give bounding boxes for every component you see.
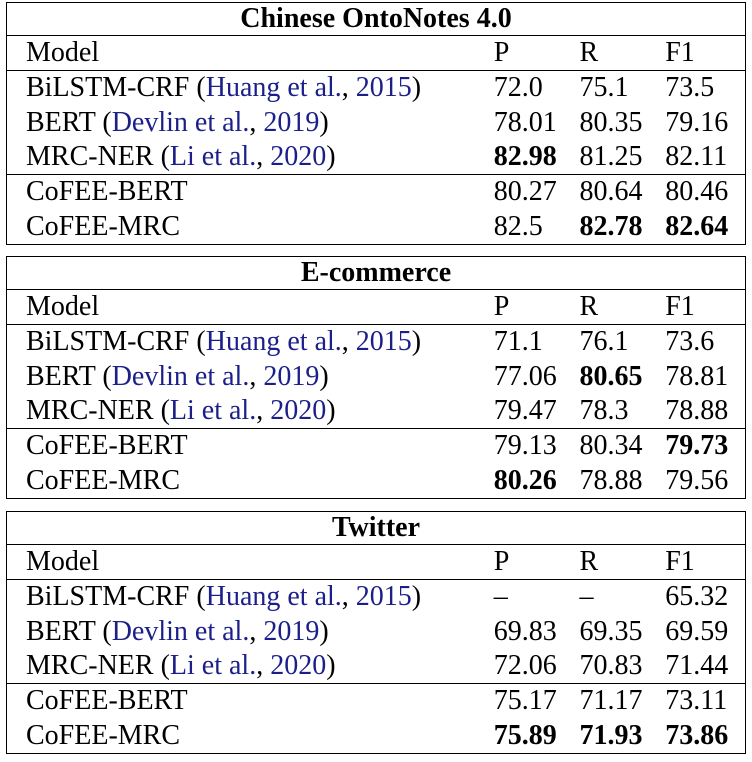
precision-cell: 77.06 xyxy=(493,360,557,392)
f1-cell: 78.81 xyxy=(665,360,729,392)
model-cell xyxy=(7,72,494,104)
row-group xyxy=(7,580,745,684)
model-cell xyxy=(7,581,494,613)
recall-cell: 71.93 xyxy=(579,719,643,751)
precision-cell: 82.98 xyxy=(493,141,557,173)
f1-cell: 79.73 xyxy=(665,430,729,462)
citation-open: ( xyxy=(153,141,170,173)
citation-close: ) xyxy=(411,72,422,104)
model-cell xyxy=(7,650,494,682)
citation-authors: Li et al. xyxy=(169,141,257,173)
table-row xyxy=(7,429,745,463)
column-header-p: P xyxy=(493,546,510,578)
table-row xyxy=(7,140,745,174)
recall-cell: 71.17 xyxy=(579,685,643,717)
table-row xyxy=(7,175,745,209)
model-name: BiLSTM-CRF xyxy=(26,72,190,104)
recall-cell: 75.1 xyxy=(579,72,629,104)
citation-open: ( xyxy=(189,326,206,358)
citation-sep: , xyxy=(341,581,356,613)
citation-year: 2019 xyxy=(263,106,320,138)
table-row xyxy=(7,615,745,649)
citation-close: ) xyxy=(326,395,336,427)
model-name: CoFEE-MRC xyxy=(26,210,181,242)
citation-open: ( xyxy=(95,615,112,647)
precision-cell: 72.06 xyxy=(493,650,557,682)
column-header-model: Model xyxy=(26,291,100,323)
model-name: BERT xyxy=(26,615,96,647)
citation-year: 2015 xyxy=(355,326,412,358)
citation-authors: Huang et al. xyxy=(205,72,342,104)
citation-open: ( xyxy=(189,72,206,104)
precision-cell: 80.27 xyxy=(493,176,557,208)
f1-cell: 73.86 xyxy=(665,719,729,751)
precision-cell: 75.89 xyxy=(493,719,557,751)
citation-sep: , xyxy=(256,650,271,682)
f1-cell: 80.46 xyxy=(665,176,729,208)
f1-cell: 73.5 xyxy=(665,72,715,104)
citation-sep: , xyxy=(341,72,356,104)
table-row xyxy=(7,580,745,614)
f1-cell: 82.11 xyxy=(665,141,728,173)
citation-sep: , xyxy=(249,360,264,392)
f1-cell: 71.44 xyxy=(665,650,729,682)
f1-cell: 78.88 xyxy=(665,395,729,427)
recall-cell: 80.65 xyxy=(579,360,643,392)
citation-sep: , xyxy=(256,141,271,173)
model-cell xyxy=(7,326,494,358)
precision-cell: 79.47 xyxy=(493,395,557,427)
column-header-p: P xyxy=(493,291,510,323)
citation-sep: , xyxy=(256,395,271,427)
table-row xyxy=(7,209,745,243)
column-header-model: Model xyxy=(26,546,100,578)
model-cell xyxy=(7,361,494,393)
precision-cell: 82.5 xyxy=(493,210,543,242)
results-table xyxy=(6,2,746,245)
column-header-r: R xyxy=(579,37,599,69)
table-row xyxy=(7,360,745,394)
citation-year: 2020 xyxy=(270,650,327,682)
model-name: CoFEE-BERT xyxy=(26,685,188,717)
precision-cell: 72.0 xyxy=(493,72,543,104)
model-cell xyxy=(7,465,494,497)
results-table xyxy=(6,256,746,499)
citation-close: ) xyxy=(326,141,336,173)
citation-open: ( xyxy=(189,581,206,613)
model-name: CoFEE-BERT xyxy=(26,430,188,462)
recall-cell: 81.25 xyxy=(579,141,643,173)
header-row xyxy=(7,545,745,580)
table-row xyxy=(7,325,745,359)
model-cell xyxy=(7,176,494,208)
citation-year: 2015 xyxy=(355,72,412,104)
citation-authors: Li et al. xyxy=(169,650,257,682)
citation-year: 2015 xyxy=(355,581,412,613)
citation-sep: , xyxy=(249,615,264,647)
model-cell xyxy=(7,107,494,139)
header-row xyxy=(7,290,745,325)
citation-open: ( xyxy=(95,106,112,138)
precision-cell: 78.01 xyxy=(493,106,557,138)
citation-year: 2019 xyxy=(263,615,320,647)
row-group xyxy=(7,429,745,498)
row-group xyxy=(7,71,745,175)
model-cell xyxy=(7,720,494,752)
model-name: BiLSTM-CRF xyxy=(26,581,190,613)
model-cell xyxy=(7,141,494,173)
recall-cell: 76.1 xyxy=(579,326,629,358)
model-name: MRC-NER xyxy=(26,141,154,173)
header-row xyxy=(7,36,745,71)
citation-authors: Li et al. xyxy=(169,395,257,427)
recall-cell: 80.35 xyxy=(579,106,643,138)
precision-cell: – xyxy=(493,581,508,613)
citation-authors: Huang et al. xyxy=(205,326,342,358)
recall-cell: 80.64 xyxy=(579,176,643,208)
model-cell xyxy=(7,395,494,427)
model-name: CoFEE-MRC xyxy=(26,464,181,496)
precision-cell: 79.13 xyxy=(493,430,557,462)
f1-cell: 79.16 xyxy=(665,106,729,138)
citation-authors: Devlin et al. xyxy=(111,106,250,138)
column-header-f1: F1 xyxy=(665,37,695,69)
f1-cell: 73.11 xyxy=(665,685,728,717)
citation-authors: Devlin et al. xyxy=(111,615,250,647)
table-row xyxy=(7,394,745,428)
citation-year: 2019 xyxy=(263,360,320,392)
citation-close: ) xyxy=(319,106,329,138)
f1-cell: 79.56 xyxy=(665,464,729,496)
citation-close: ) xyxy=(319,615,329,647)
citation-authors: Devlin et al. xyxy=(111,360,250,392)
column-header-p: P xyxy=(493,37,510,69)
recall-cell: 82.78 xyxy=(579,210,643,242)
f1-cell: 65.32 xyxy=(665,581,729,613)
model-cell xyxy=(7,616,494,648)
citation-year: 2020 xyxy=(270,141,327,173)
citation-close: ) xyxy=(319,360,329,392)
citation-open: ( xyxy=(153,395,170,427)
column-header-r: R xyxy=(579,546,599,578)
row-group xyxy=(7,684,745,753)
model-name: MRC-NER xyxy=(26,650,154,682)
citation-sep: , xyxy=(341,326,356,358)
precision-cell: 75.17 xyxy=(493,685,557,717)
results-table xyxy=(6,511,746,754)
citation-close: ) xyxy=(411,326,422,358)
row-group xyxy=(7,325,745,429)
citation-open: ( xyxy=(153,650,170,682)
f1-cell: 82.64 xyxy=(665,210,729,242)
column-header-r: R xyxy=(579,291,599,323)
f1-cell: 73.6 xyxy=(665,326,715,358)
citation-open: ( xyxy=(95,360,112,392)
table-title: Twitter xyxy=(7,512,745,545)
column-header-f1: F1 xyxy=(665,546,695,578)
citation-sep: , xyxy=(249,106,264,138)
model-name: BERT xyxy=(26,106,96,138)
table-row xyxy=(7,684,745,718)
table-row xyxy=(7,649,745,683)
table-row xyxy=(7,718,745,752)
model-name: BERT xyxy=(26,360,96,392)
model-cell xyxy=(7,211,494,243)
model-cell xyxy=(7,685,494,717)
recall-cell: 70.83 xyxy=(579,650,643,682)
recall-cell: – xyxy=(579,581,594,613)
recall-cell: 80.34 xyxy=(579,430,643,462)
table-title: E-commerce xyxy=(7,257,745,290)
column-header-f1: F1 xyxy=(665,291,695,323)
f1-cell: 69.59 xyxy=(665,615,729,647)
precision-cell: 69.83 xyxy=(493,615,557,647)
citation-close: ) xyxy=(411,581,422,613)
table-row xyxy=(7,106,745,140)
model-name: CoFEE-MRC xyxy=(26,719,181,751)
table-row xyxy=(7,71,745,105)
citation-close: ) xyxy=(326,650,336,682)
table-row xyxy=(7,463,745,497)
row-group xyxy=(7,175,745,244)
model-name: MRC-NER xyxy=(26,395,154,427)
column-header-model: Model xyxy=(26,37,100,69)
table-title: Chinese OntoNotes 4.0 xyxy=(7,3,745,36)
model-name: BiLSTM-CRF xyxy=(26,326,190,358)
recall-cell: 78.3 xyxy=(579,395,629,427)
citation-authors: Huang et al. xyxy=(205,581,342,613)
model-name: CoFEE-BERT xyxy=(26,176,188,208)
model-cell xyxy=(7,430,494,462)
citation-year: 2020 xyxy=(270,395,327,427)
recall-cell: 69.35 xyxy=(579,615,643,647)
recall-cell: 78.88 xyxy=(579,464,643,496)
precision-cell: 71.1 xyxy=(493,326,543,358)
precision-cell: 80.26 xyxy=(493,464,557,496)
